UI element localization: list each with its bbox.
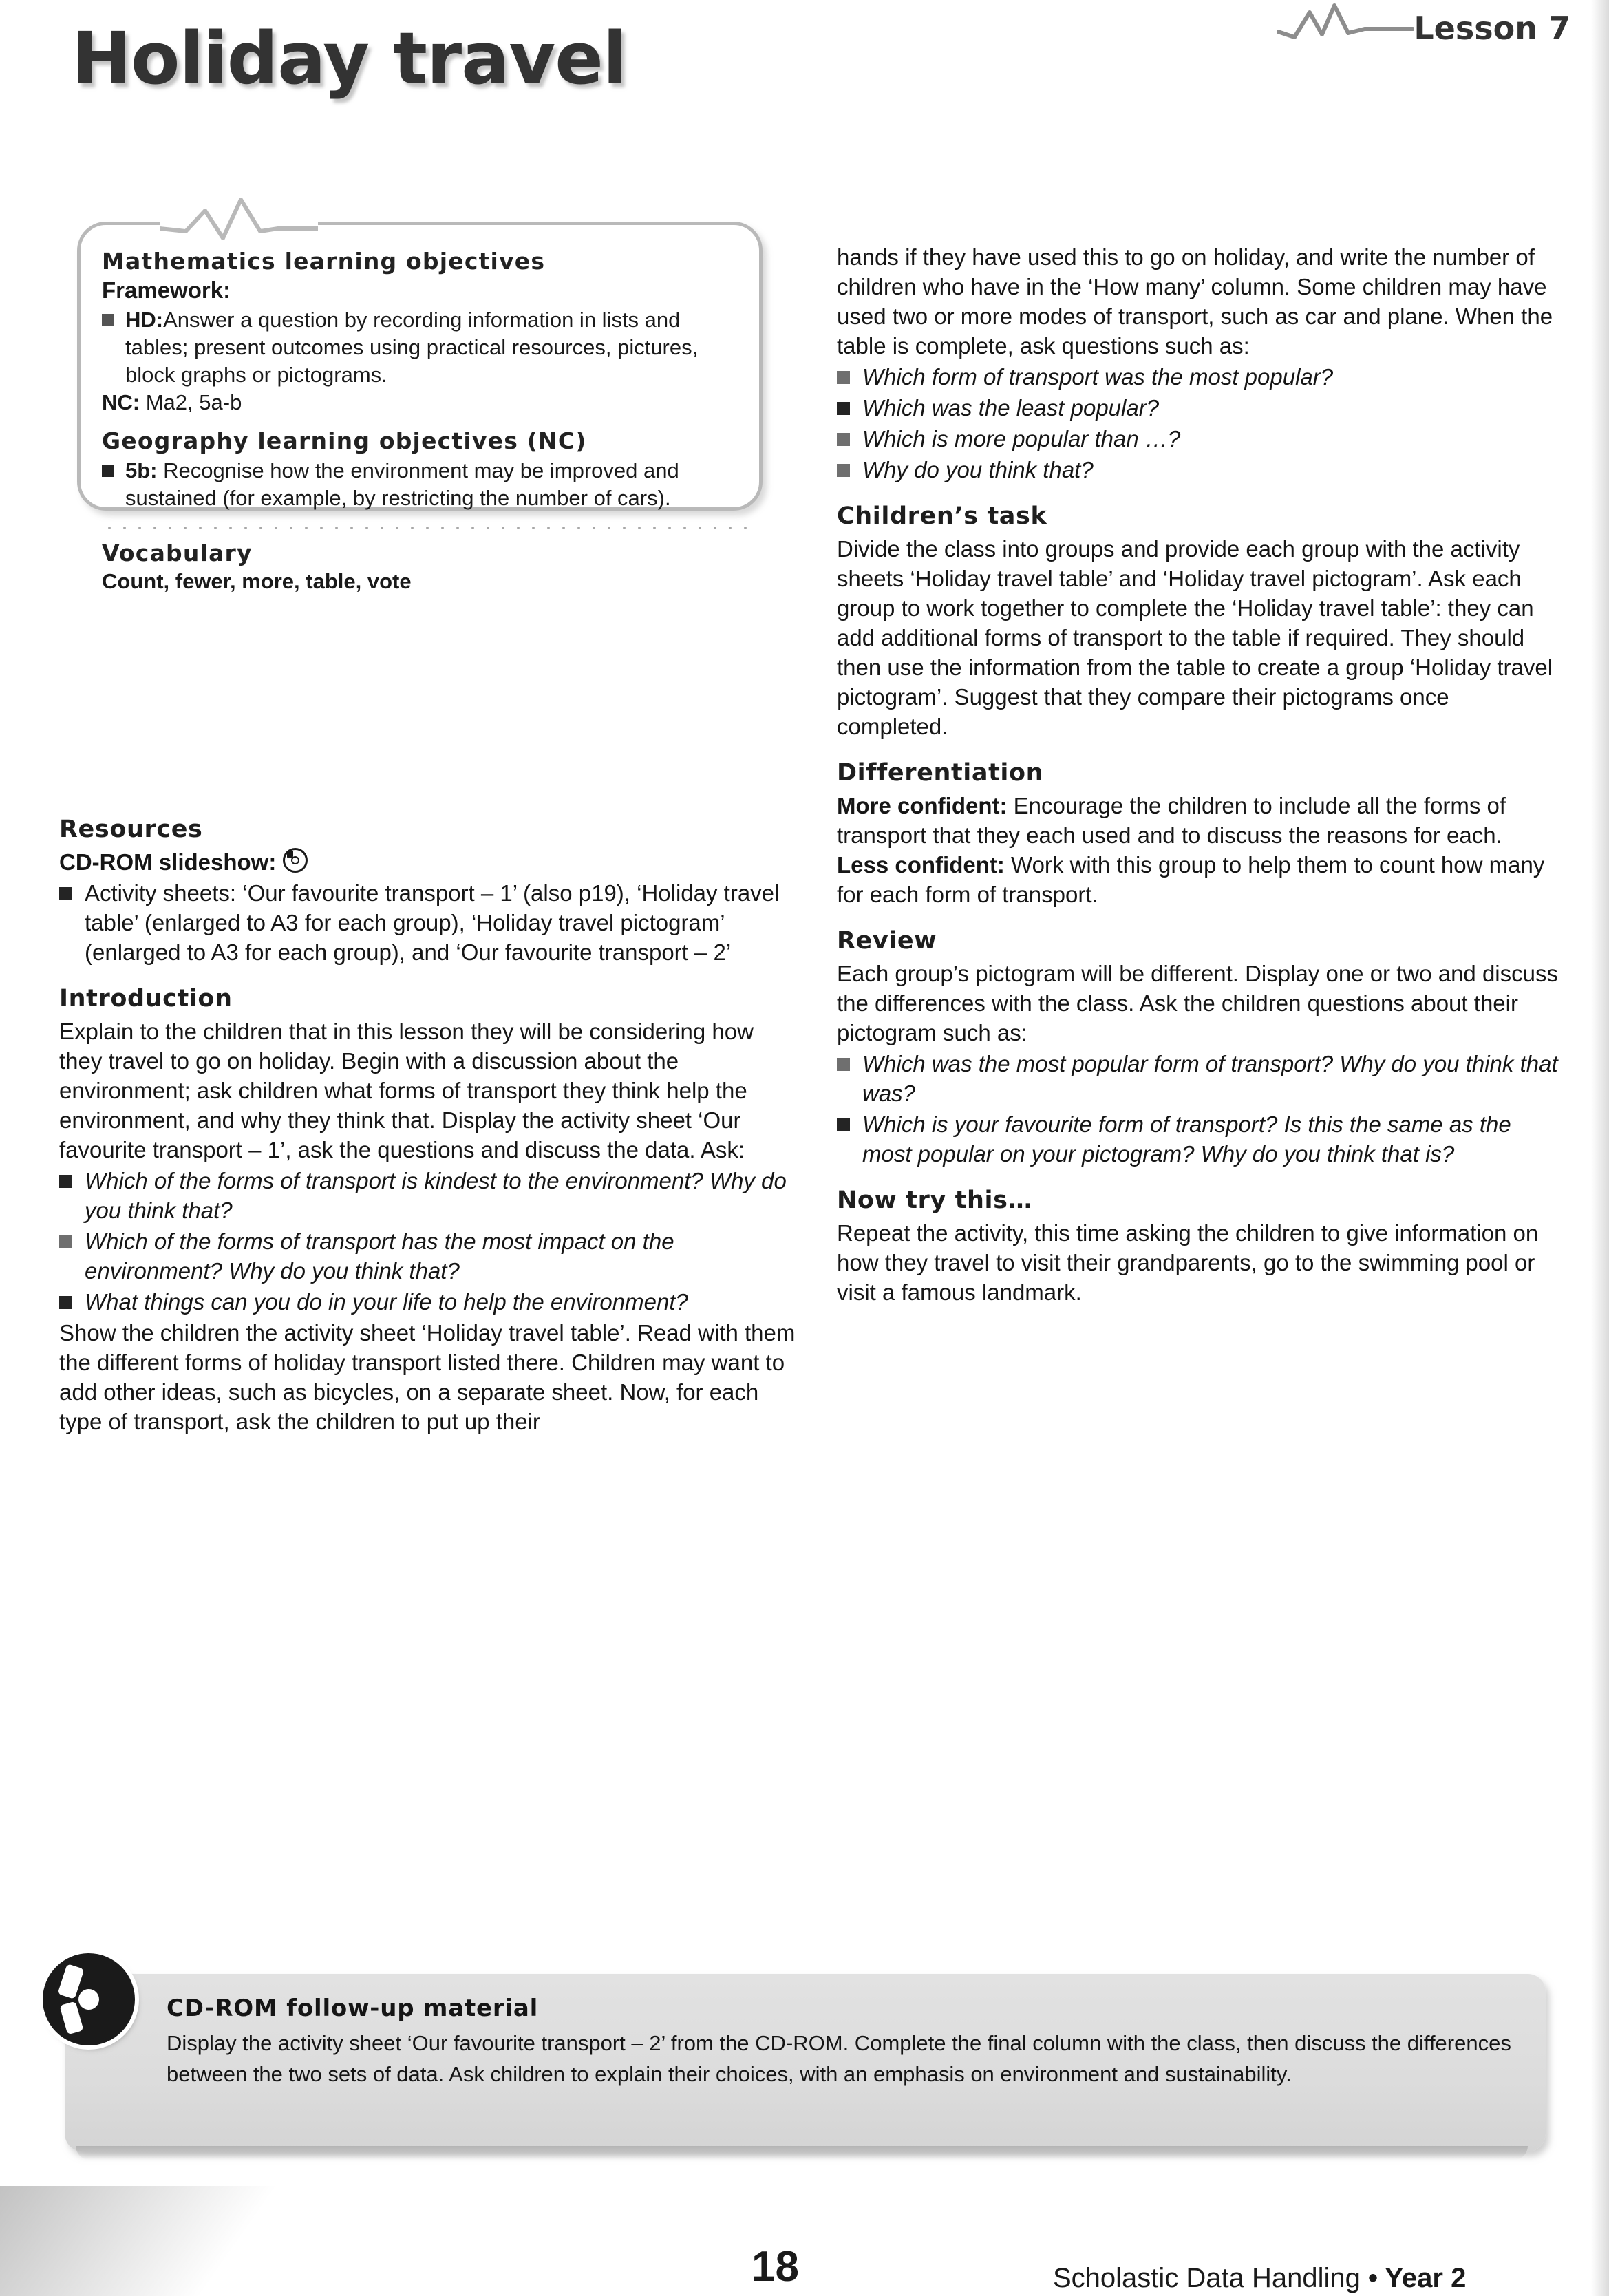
resources-list xyxy=(59,878,801,967)
introduction-paragraph-1: Explain to the children that in this lesson they will be considering how they travel to go on holiday. Begin with a discussion about the environment; ask children what forms of transport they think help the environment, and why they think that. Display the activity sheet ‘Our favourite transport – 1’, ask the questions and discuss the data. Ask: xyxy=(59,1019,754,1162)
square-bullet-icon xyxy=(102,314,114,326)
footer-credit xyxy=(1053,2263,1466,2294)
childrens-task-heading: Children’s task xyxy=(837,502,1047,530)
list-item xyxy=(837,362,1566,392)
hd-objective-row xyxy=(102,306,749,389)
review-heading: Review xyxy=(837,927,937,955)
question-text: Which of the forms of transport is kindest to the environment? Why do you think that? xyxy=(85,1168,787,1223)
square-bullet-icon xyxy=(837,1118,850,1131)
question-text: Which of the forms of transport has the most impact on the environment? Why do you think that? xyxy=(85,1229,674,1284)
cdrom-panel-shadow xyxy=(76,2146,1528,2160)
geo-objective-row xyxy=(102,457,749,512)
square-bullet-icon xyxy=(837,402,850,415)
question-text: What things can you do in your life to help the environment? xyxy=(85,1289,688,1315)
square-bullet-icon xyxy=(59,887,72,900)
nc-line xyxy=(102,389,749,416)
right-column xyxy=(837,242,1566,1308)
maths-objectives-heading: Mathematics learning objectives xyxy=(102,248,546,275)
childrens-task-paragraph: Divide the class into groups and provide each group with the activity sheets ‘Holiday travel table’ and ‘Holiday travel pictogram’. Ask each group to work together to complete the ‘Holiday travel table’: they can add additional forms of transport to the table if required. They should then use the information from the table to create a group ‘Holiday travel pictogram’. Suggest that they compare their pictograms once completed. xyxy=(837,536,1553,739)
continued-paragraph: hands if they have used this to go on holiday, and write the number of children who have in the ‘How many’ column. Some children may have used two or more modes of transport, such as car and plane. When the table is complete, ask questions such as: xyxy=(837,244,1553,359)
square-bullet-icon xyxy=(59,1175,72,1188)
list-item xyxy=(837,1049,1566,1108)
introduction-heading: Introduction xyxy=(59,985,233,1012)
more-confident-label: More confident: xyxy=(837,793,1008,818)
geo-text: Recognise how the environment may be improved and sustained (for example, by restricting the number of cars). xyxy=(125,458,679,510)
list-item xyxy=(59,1226,801,1286)
cd-disc-large-icon xyxy=(43,1953,135,2045)
less-confident-text: Work with this group to help them to count how many for each form of transport. xyxy=(837,852,1545,907)
square-bullet-icon xyxy=(837,464,850,477)
footer-credit-prefix: Scholastic Data Handling xyxy=(1053,2263,1369,2293)
question-text: Which was the most popular form of transport? Why do you think that was? xyxy=(862,1051,1558,1106)
question-text: Which is your favourite form of transport? Is this the same as the most popular on your pictogram? Why do you think that is? xyxy=(862,1112,1511,1167)
objectives-box-wave-decoration xyxy=(160,191,318,245)
lesson-number-label: Lesson 7 xyxy=(1414,10,1570,47)
list-item xyxy=(837,455,1566,485)
page-edge-shadow xyxy=(1591,0,1609,2296)
list-item xyxy=(837,393,1566,423)
hd-code: HD: xyxy=(125,308,164,332)
dotted-divider xyxy=(102,523,749,533)
left-column xyxy=(59,816,801,1438)
square-bullet-icon xyxy=(59,1296,72,1309)
square-bullet-icon xyxy=(837,371,850,384)
question-text: Why do you think that? xyxy=(862,457,1094,482)
geography-objectives-heading: Geography learning objectives (NC) xyxy=(102,427,587,454)
hd-text: Answer a question by recording information in lists and tables; present outcomes using practical resources, pictures, block graphs or pictograms. xyxy=(125,308,699,387)
square-bullet-icon xyxy=(102,465,114,477)
page-title: Holiday travel xyxy=(72,17,627,100)
less-confident-line xyxy=(837,850,1566,909)
cd-disc-icon xyxy=(283,848,308,873)
vocabulary-heading: Vocabulary xyxy=(102,540,253,566)
page-corner-fold xyxy=(0,2186,427,2296)
now-try-this-paragraph: Repeat the activity, this time asking the children to give information on how they travel to visit their grandparents, go to the swimming pool or visit a famous landmark. xyxy=(837,1220,1539,1305)
question-text: Which form of transport was the most popular? xyxy=(862,364,1334,390)
question-text: Which was the least popular? xyxy=(862,395,1160,421)
list-item xyxy=(59,1287,801,1317)
cdrom-followup-body: Display the activity sheet ‘Our favourite transport – 2’ from the CD-ROM. Complete the final column with the class, then discuss the differences between the two sets of data. Ask children to explain their choices, with an emphasis on environment and sustainability. xyxy=(167,2031,1511,2086)
now-try-this-heading: Now try this… xyxy=(837,1187,1033,1214)
less-confident-label: Less confident: xyxy=(837,852,1005,878)
cdrom-followup-title: CD-ROM follow-up material xyxy=(167,1995,539,2022)
geo-code: 5b: xyxy=(125,458,158,482)
introduction-paragraph-2: Show the children the activity sheet ‘Holiday travel table’. Read with them the different forms of holiday transport listed there. Children may want to add other ideas, such as bicycles, on a separate sheet. Now, for each type of transport, ask the children to put up their xyxy=(59,1320,796,1434)
nc-text: Ma2, 5a-b xyxy=(145,390,242,414)
resources-heading: Resources xyxy=(59,816,203,843)
vocabulary-words: Count, fewer, more, table, vote xyxy=(102,569,412,593)
question-text: Which is more popular than …? xyxy=(862,426,1181,451)
cdrom-slideshow-label: CD-ROM slideshow: xyxy=(59,849,277,875)
cdrom-followup-text xyxy=(167,1995,1515,2090)
intro-question-list-right xyxy=(837,362,1566,485)
square-bullet-icon xyxy=(837,433,850,446)
square-bullet-icon xyxy=(59,1235,72,1248)
list-item xyxy=(837,424,1566,454)
review-question-list xyxy=(837,1049,1566,1169)
differentiation-heading: Differentiation xyxy=(837,759,1044,787)
framework-label: Framework: xyxy=(102,277,231,303)
wave-squiggle-icon xyxy=(1277,1,1414,44)
resource-item-text: Activity sheets: ‘Our favourite transport – 1’ (also p19), ‘Holiday travel table’ (enlarged to A3 for each group), ‘Holiday travel pictogram’ (enlarged to A3 for each group), and ‘Our favourite transport – 2’ xyxy=(85,880,780,965)
footer-credit-suffix: • Year 2 xyxy=(1368,2263,1467,2293)
page-number: 18 xyxy=(752,2243,799,2290)
objectives-content xyxy=(102,248,749,594)
square-bullet-icon xyxy=(837,1058,850,1071)
nc-label: NC: xyxy=(102,390,140,414)
list-item xyxy=(59,878,801,967)
cdrom-slideshow-line xyxy=(59,847,801,877)
list-item xyxy=(837,1109,1566,1169)
more-confident-text: Encourage the children to include all the forms of transport that they each used and to discuss the reasons for each. xyxy=(837,793,1506,848)
more-confident-line xyxy=(837,791,1566,850)
review-paragraph: Each group’s pictogram will be different. Display one or two and discuss the differences with the class. Ask the children questions about their pictogram such as: xyxy=(837,961,1558,1045)
introduction-question-list xyxy=(59,1166,801,1317)
list-item xyxy=(59,1166,801,1225)
